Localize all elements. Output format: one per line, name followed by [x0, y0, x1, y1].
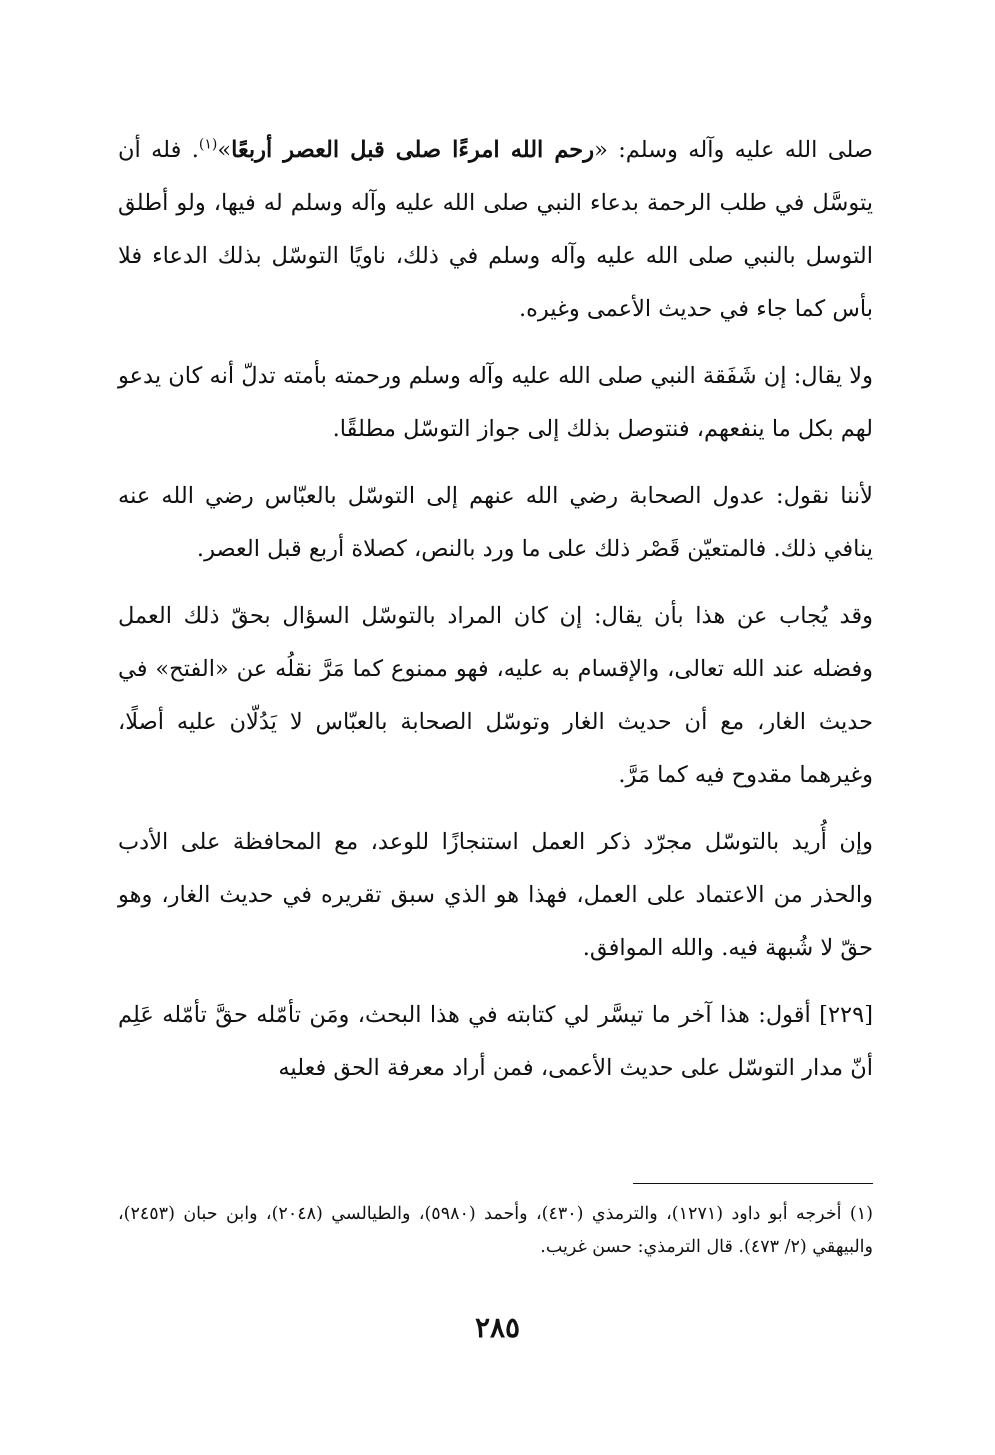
- paragraph-3: لأننا نقول: عدول الصحابة رضي الله عنهم إلى التوسّل بالعبّاس رضي الله عنه ينافي ذلك. فالمتعيّن قَصْر ذلك على ما ورد بالنص، كصلاة أربع قبل العصر.: [118, 483, 873, 562]
- hadith-quote: رحم الله امرءًا صلى قبل العصر أربعًا: [231, 137, 595, 163]
- main-text: [118, 124, 873, 1109]
- footnote-reference: (١): [198, 136, 218, 153]
- footnotes: [118, 1198, 873, 1264]
- footnote-1: (١) أخرجه أبو داود (١٢٧١)، والترمذي (٤٣٠)، وأحمد (٥٩٨٠)، والطيالسي (٢٠٤٨)، وابن حبان (٢٤٥٣)، والبيهقي (٢/ ٤٧٣). قال الترمذي: حسن غريب.: [118, 1204, 873, 1257]
- paragraph-5: وإن أُريد بالتوسّل مجرّد ذكر العمل استنجازًا للوعد، مع المحافظة على الأدب والحذر من الاعتماد على العمل، فهذا هو الذي سبق تقريره في حديث الغار، وهو حقّ لا شُبهة فيه. والله الموافق.: [118, 829, 873, 961]
- paragraph-2: ولا يقال: إن شَفَقة النبي صلى الله عليه وآله وسلم ورحمته بأمته تدلّ أنه كان يدعو لهم بكل ما ينفعهم، فنتوصل بذلك إلى جواز التوسّل مطلقًا.: [118, 363, 873, 442]
- page-number: ٢٨٥: [474, 1311, 521, 1344]
- paragraph-6: [٢٢٩] أقول: هذا آخر ما تيسَّر لي كتابته في هذا البحث، ومَن تأمّله حقَّ تأمّله عَلِم أنّ مدار التوسّل على حديث الأعمى، فمن أراد معرفة الحق فعليه: [118, 1002, 873, 1081]
- paragraph-1-opening: صلى الله عليه وآله وسلم: «: [594, 137, 873, 163]
- footnote-separator: [633, 1183, 873, 1184]
- paragraph-1: [118, 124, 873, 336]
- paragraph-4: وقد يُجاب عن هذا بأن يقال: إن كان المراد بالتوسّل السؤال بحقّ ذلك العمل وفضله عند الله تعالى، والإقسام به عليه، فهو ممنوع كما مَرَّ نقلُه عن «الفتح» في حديث الغار، مع أن حديث الغار وتوسّل الصحابة بالعبّاس لا يَدُلّان عليه أصلًا، وغيرهما مقدوح فيه كما مَرَّ.: [118, 603, 873, 788]
- quote-close-mark: »: [217, 137, 232, 163]
- paragraph-1-continuation: . فله أن يتوسَّل في طلب الرحمة بدعاء النبي صلى الله عليه وآله وسلم له فيها، ولو أطلق التوسل بالنبي صلى الله عليه وآله وسلم في ذلك، ناويًا التوسّل بذلك الدعاء فلا بأس كما جاء في حديث الأعمى وغيره.: [118, 137, 873, 322]
